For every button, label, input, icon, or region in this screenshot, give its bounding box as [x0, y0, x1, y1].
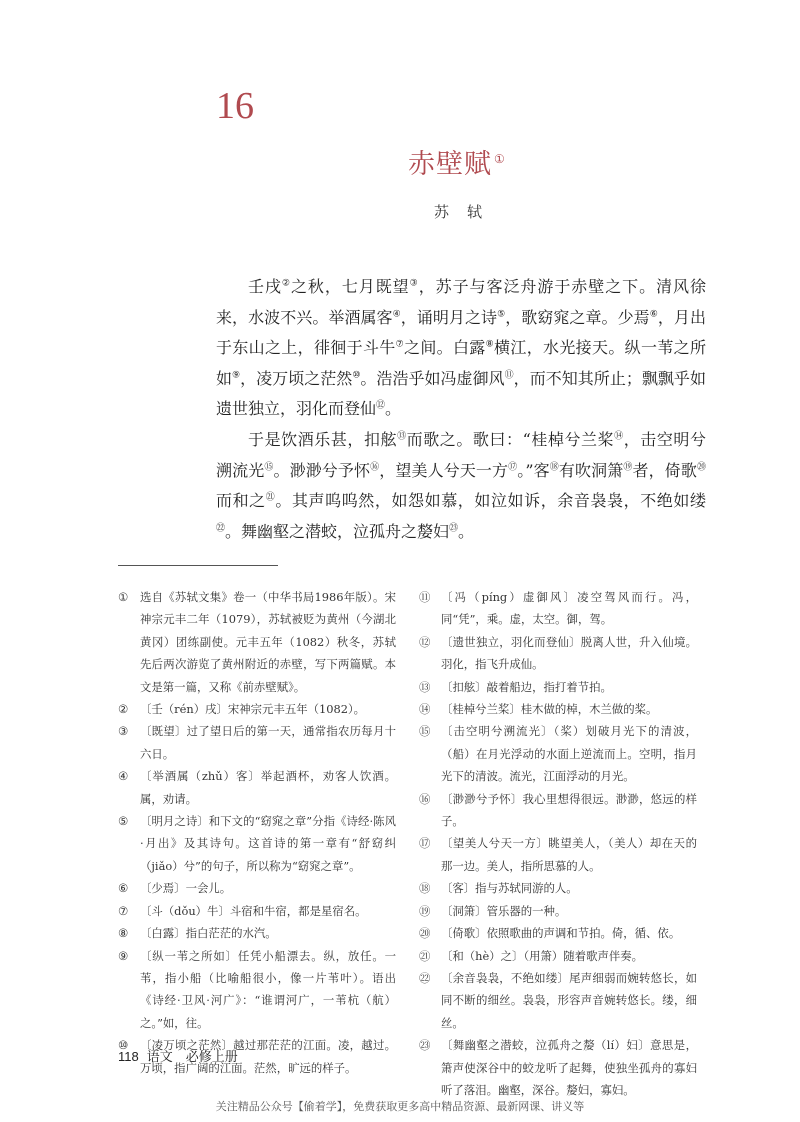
- text-segment: 。渺渺兮予怀: [273, 460, 371, 480]
- footnote-text: 〔击空明兮溯流光〕（桨）划破月光下的清波，（船）在月光浮动的水面上逆流而上。空明，指月光下的清波。流光，江面浮动的月光。: [441, 724, 697, 784]
- text-segment: 壬戌: [248, 277, 282, 296]
- footnote-text: 〔少焉〕一会儿。: [140, 881, 232, 896]
- footnote-number: ⑩: [118, 1038, 129, 1053]
- lesson-number: 16: [216, 85, 254, 127]
- footnote: [419, 586, 697, 631]
- note-reference[interactable]: ⑱: [549, 462, 559, 473]
- footnote-number: ③: [118, 724, 129, 739]
- footnote-text: 〔望美人兮天一方〕眺望美人，（美人）却在天的那一边。美人，指所思慕的人。: [441, 836, 697, 873]
- footnote-number: ⑫: [419, 634, 431, 649]
- footnote-text: 〔白露〕指白茫茫的水汽。: [140, 926, 277, 941]
- footnote-number: ⑥: [118, 881, 129, 896]
- note-reference[interactable]: ⑲: [623, 462, 633, 473]
- footnote-number: ⑧: [118, 926, 129, 941]
- footnote: [419, 967, 697, 1034]
- footnote-text: 〔客〕指与苏轼同游的人。: [441, 881, 578, 896]
- notes-column-left: [118, 586, 396, 1079]
- text-segment: 之秋，七月既望: [290, 277, 410, 296]
- footnote-text: 〔冯（píng）虚御风〕凌空驾风而行。冯，同“凭”，乘。虚，太空。御，驾。: [441, 590, 697, 627]
- footnote: [118, 810, 396, 877]
- note-reference[interactable]: ㉑: [265, 492, 276, 503]
- footnote-text: 〔余音袅袅，不绝如缕〕尾声细弱而婉转悠长，如同不断的细丝。袅袅，形容声音婉转悠长。缕，细丝。: [441, 970, 697, 1030]
- text-segment: ，月出于东山之上，徘徊于斗牛: [216, 307, 706, 358]
- footnote: [419, 922, 697, 944]
- text-segment: 之间。白露: [404, 338, 486, 358]
- footnote: [419, 698, 697, 720]
- text-segment: 而歌之。歌曰：“桂棹兮兰桨: [406, 429, 615, 449]
- note-reference[interactable]: ④: [392, 309, 401, 320]
- note-reference[interactable]: ⑯: [370, 462, 380, 473]
- footnote-text: 〔渺渺兮予怀〕我心里想得很远。渺渺，悠远的样子。: [441, 791, 697, 829]
- note-reference[interactable]: ㉒: [216, 523, 226, 534]
- text-segment: 者，倚歌: [632, 460, 697, 480]
- footnote-number: ㉑: [419, 948, 431, 963]
- paragraph: [216, 425, 706, 547]
- note-reference[interactable]: ③: [409, 278, 419, 289]
- footnote: [419, 945, 697, 967]
- text-segment: 而和之: [216, 491, 266, 511]
- footnote: [118, 586, 396, 698]
- footnote-number: ⑨: [118, 948, 129, 963]
- footnote-text: 〔扣舷〕敲着船边，指打着节拍。: [441, 679, 612, 694]
- note-reference[interactable]: ⑥: [649, 309, 658, 320]
- footnote-number: ⑮: [419, 724, 431, 739]
- page-footer: [118, 1046, 238, 1065]
- text-segment: ，苏子与客泛舟游于赤壁之下。清风徐来，水波不兴。举酒属客: [216, 277, 706, 327]
- footnote-text: 〔既望〕过了望日后的第一天，通常指农历每月十六日。: [140, 724, 396, 761]
- text-segment: ，击空明兮溯流光: [216, 429, 706, 480]
- note-reference[interactable]: ⑮: [264, 462, 274, 473]
- footnote: [118, 765, 396, 810]
- footnote: [419, 1034, 697, 1101]
- page-number: 118: [118, 1049, 139, 1064]
- text-segment: 有吹洞箫: [558, 460, 624, 480]
- footnote-text: 〔桂棹兮兰桨〕桂木做的棹，木兰做的桨。: [441, 702, 658, 717]
- footnote-number: ⑤: [118, 814, 129, 829]
- text-segment: 。浩浩乎如冯虚御风: [360, 368, 505, 388]
- text-segment: 。其声呜呜然，如怨如慕，如泣如诉，余音袅袅，不绝如缕: [275, 491, 706, 511]
- footnote-text: 〔和（hè）之〕（用箫）随着歌声伴奏。: [441, 948, 644, 963]
- footnote: [419, 832, 697, 877]
- footnote-number: ①: [118, 590, 129, 604]
- footnote-text: 〔斗（dǒu）牛〕斗宿和牛宿，都是星宿名。: [140, 903, 367, 918]
- text-segment: 。: [458, 521, 475, 541]
- footnote-text: 〔倚歌〕依照歌曲的声调和节拍。倚，循、依。: [441, 926, 681, 941]
- footnote-divider: [118, 565, 278, 566]
- footnote: [419, 631, 697, 676]
- footnote: [118, 698, 396, 720]
- footnote-text: 〔明月之诗〕和下文的“窈窕之章”分指《诗经·陈风·月出》及其诗句。这首诗的第一章有“舒窈纠（jiǎo）兮”的句子，所以称为“窈窕之章”。: [140, 814, 396, 873]
- footnote: [419, 788, 697, 833]
- footnote-number: ②: [118, 702, 129, 717]
- text-segment: ，歌窈窕之章。少焉: [505, 307, 650, 327]
- footnote-number: ㉒: [419, 970, 431, 985]
- footnote-number: ⑱: [419, 881, 431, 896]
- footnote-number: ⑲: [419, 903, 431, 918]
- footnote: [419, 900, 697, 922]
- footnote-text: 〔纵一苇之所如〕任凭小船漂去。纵，放任。一苇，指小船（比喻船很小，像一片苇叶）。语出《诗经·卫风·河广》：“谁谓河广，一苇杭（航）之。”如，往。: [140, 948, 396, 1030]
- author: 苏轼: [434, 203, 501, 221]
- page-title: [408, 142, 506, 181]
- footnote-text: 〔遗世独立，羽化而登仙〕脱离人世，升入仙境。羽化，指飞升成仙。: [441, 634, 697, 672]
- note-reference[interactable]: ⑭: [614, 431, 624, 442]
- book-title: 语文 必修上册: [146, 1050, 238, 1065]
- text-segment: ，而不知其所止；飘飘乎如遗世独立，羽化而登仙: [216, 368, 706, 419]
- note-reference[interactable]: ⑰: [508, 462, 518, 473]
- main-text: [216, 272, 706, 547]
- footnote-number: ⑭: [419, 702, 431, 717]
- text-segment: ，望美人兮天一方: [379, 460, 509, 480]
- notes-column-right: [419, 586, 697, 1101]
- footnote-number: ⑪: [419, 590, 431, 604]
- note-reference[interactable]: ⑧: [485, 339, 495, 350]
- note-reference[interactable]: ㉓: [449, 523, 459, 534]
- note-reference[interactable]: ⑳: [696, 462, 706, 473]
- footnote-number: ⑰: [419, 836, 431, 851]
- note-reference[interactable]: ⑩: [352, 370, 361, 381]
- footnote: [118, 720, 396, 765]
- footnote-text: 〔舞幽壑之潜蛟，泣孤舟之嫠（lí）妇〕意思是，箫声使深谷中的蛟龙听了起舞，使独坐孤舟的寡妇听了落泪。幽壑，深谷。嫠妇，寡妇。: [441, 1038, 697, 1097]
- note-reference[interactable]: ⑬: [397, 431, 407, 442]
- footnote: [118, 900, 396, 922]
- text-segment: 。: [385, 399, 402, 419]
- footnote: [118, 922, 396, 944]
- note-reference[interactable]: ⑫: [376, 401, 386, 412]
- note-reference[interactable]: ⑪: [504, 370, 514, 381]
- footnote: [118, 877, 396, 899]
- footnote: [419, 720, 697, 787]
- footnote-number: ⑯: [419, 791, 431, 806]
- title-text: 赤壁赋: [408, 149, 492, 180]
- footnote-text: 〔举酒属（zhǔ）客〕举起酒杯，劝客人饮酒。属，劝请。: [140, 769, 396, 806]
- note-reference[interactable]: ⑨: [232, 370, 241, 381]
- text-segment: 。”客: [517, 460, 550, 480]
- footnote-text: 〔壬（rén）戌〕宋神宗元丰五年（1082）。: [140, 702, 366, 717]
- footnote-text: 〔凌万顷之茫然〕越过那茫茫的江面。凌，越过。万顷，指广阔的江面。茫然，旷远的样子。: [140, 1038, 396, 1075]
- text-segment: 于是饮酒乐甚，扣舷: [248, 429, 398, 449]
- footnote-number: ⑬: [419, 679, 431, 694]
- note-reference[interactable]: ⑦: [395, 339, 404, 350]
- footnote-number: ⑦: [118, 903, 129, 918]
- footnote-number: ④: [118, 769, 129, 784]
- note-reference[interactable]: ⑤: [497, 309, 506, 320]
- title-note-mark[interactable]: ①: [494, 152, 506, 166]
- footnote-text: 选自《苏轼文集》卷一（中华书局1986年版）。宋神宗元丰二年（1079），苏轼被贬为黄州（今湖北黄冈）团练副使。元丰五年（1082）秋冬，苏轼先后两次游览了黄州附近的赤壁，写下两篇赋。本文是第一篇，又称《前赤壁赋》。: [140, 590, 396, 694]
- footnote: [419, 676, 697, 698]
- note-reference[interactable]: ②: [281, 278, 291, 289]
- text-segment: ，凌万顷之茫然: [240, 368, 353, 388]
- text-segment: 。舞幽壑之潜蛟，泣孤舟之嫠妇: [225, 521, 450, 541]
- footnote: [118, 945, 396, 1035]
- footnote-number: ⑳: [419, 926, 431, 941]
- footnote-text: 〔洞箫〕管乐器的一种。: [441, 903, 567, 918]
- paragraph: [216, 272, 706, 425]
- text-segment: 横江，水光接天。纵一苇之所如: [216, 338, 706, 388]
- promo-banner: 关注精品公众号【偷着学】，免费获取更多高中精品资源、最新网课、讲义等: [215, 1100, 585, 1113]
- footnote: [419, 877, 697, 899]
- footnote-number: ㉓: [419, 1038, 431, 1053]
- text-segment: ，诵明月之诗: [400, 307, 498, 327]
